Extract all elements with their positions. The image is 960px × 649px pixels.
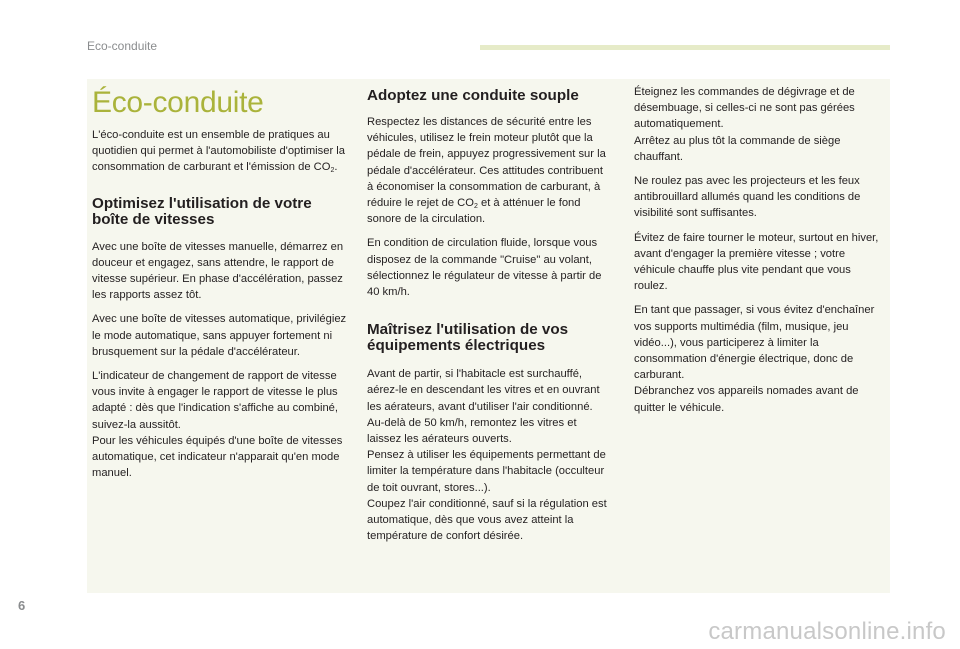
page-title: Éco-conduite: [92, 86, 264, 119]
paragraph-engine-idle: Évitez de faire tourner le moteur, surtout en hiver, avant d'engager la première vitesse ; votre véhicule chauffe plus vite pendant que vous roulez.: [634, 231, 879, 293]
page-number: 6: [18, 598, 26, 613]
header-title: Eco-conduite: [87, 39, 158, 53]
paragraph-shift-indicator: L'indicateur de changement de rapport de vitesse vous invite à engager le rapport de vitesse le plus adapté : dès que l'indication s'affiche au combiné, suivez-la aussitôt.: [92, 370, 339, 431]
paragraph-heated-seat: Arrêtez au plus tôt la commande de siège chauffant.: [634, 134, 841, 163]
paragraph-smooth-driving: Respectez les distances de sécurité entre les véhicules, utilisez le frein moteur plutôt que la pédale de frein, appuyez progressivement sur la pédale d'accélérateur. Ces attitudes contribuent à économiser la consommation de carburant, à réduire le rejet de $CO_2$ et à atténuer le fond sonore de la circulation.: [367, 116, 606, 226]
paragraph-indicator-automatic: Pour les véhicules équipés d'une boîte de vitesses automatique, cet indicateur n'apparait qu'en mode manuel.: [92, 434, 343, 480]
column-middle: [367, 79, 612, 544]
paragraph-air-conditioning: Coupez l'air conditionné, sauf si la régulation est automatique, dès que vous avez atteint la température de confort désirée.: [367, 497, 607, 543]
paragraph-limit-temperature: Pensez à utiliser les équipements permettant de limiter la température dans l'habitacle (occulteur de toit ouvrant, stores...).: [367, 449, 606, 494]
column-right: [634, 79, 884, 416]
section-title-smooth-driving: Adoptez une conduite souple: [367, 87, 579, 104]
paragraph-above-50: Au-delà de 50 km/h, remontez les vitres et laissez les aérateurs ouverts.: [367, 416, 577, 446]
content-panel: [87, 79, 890, 593]
co2-subscript: 2: [473, 203, 478, 211]
paragraph-manual-gearbox: Avec une boîte de vitesses manuelle, démarrez en douceur et engagez, sans attendre, le rapport de vitesse supérieur. En phase d'accélération, passez les rapports assez tôt.: [92, 240, 344, 302]
section-title-electrical: Maîtrisez l'utilisation de vos équipements électriques: [367, 321, 569, 355]
header-accent-bar: [480, 45, 890, 50]
co2-subscript: 2: [330, 167, 335, 175]
intro-paragraph: L'éco-conduite est un ensemble de pratiques au quotidien qui permet à l'automobiliste d'optimiser la consommation de carburant et l'émission de $CO_2$.: [92, 129, 346, 175]
paragraph-overheated-cabin: Avant de partir, si l'habitacle est surchauffé, aérez-le en descendant les vitres et en ouvrant les aérateurs, avant d'utiliser l'air conditionné.: [367, 368, 600, 413]
paragraph-nomadic-devices: Débranchez vos appareils nomades avant de quitter le véhicule.: [634, 385, 859, 414]
paragraph-fog-lights: Ne roulez pas avec les projecteurs et les feux antibrouillard allumés quand les conditions de visibilité sont suffisantes.: [634, 175, 861, 220]
column-left: [92, 79, 347, 481]
paragraph-cruise-control: En condition de circulation fluide, lorsque vous disposez de la commande "Cruise" au volant, sélectionnez le régulateur de vitesse à partir de 40 km/h.: [367, 237, 602, 299]
section-title-gearbox: Optimisez l'utilisation de votre boîte de vitesses: [92, 194, 312, 228]
paragraph-multimedia: En tant que passager, si vous évitez d'enchaîner vos supports multimédia (film, musique, jeu vidéo...), vous participerez à limiter la consommation d'énergie électrique, donc de carburant.: [634, 304, 875, 382]
paragraph-automatic-gearbox: Avec une boîte de vitesses automatique, privilégiez le mode automatique, sans appuyer fortement ni brusquement sur la pédale d'accélérateur.: [92, 313, 347, 358]
watermark-text: carmanualsonline.info: [708, 618, 946, 645]
paragraph-demisting: Éteignez les commandes de dégivrage et de désembuage, si celles-ci ne sont pas gérées automatiquement.: [634, 86, 855, 131]
